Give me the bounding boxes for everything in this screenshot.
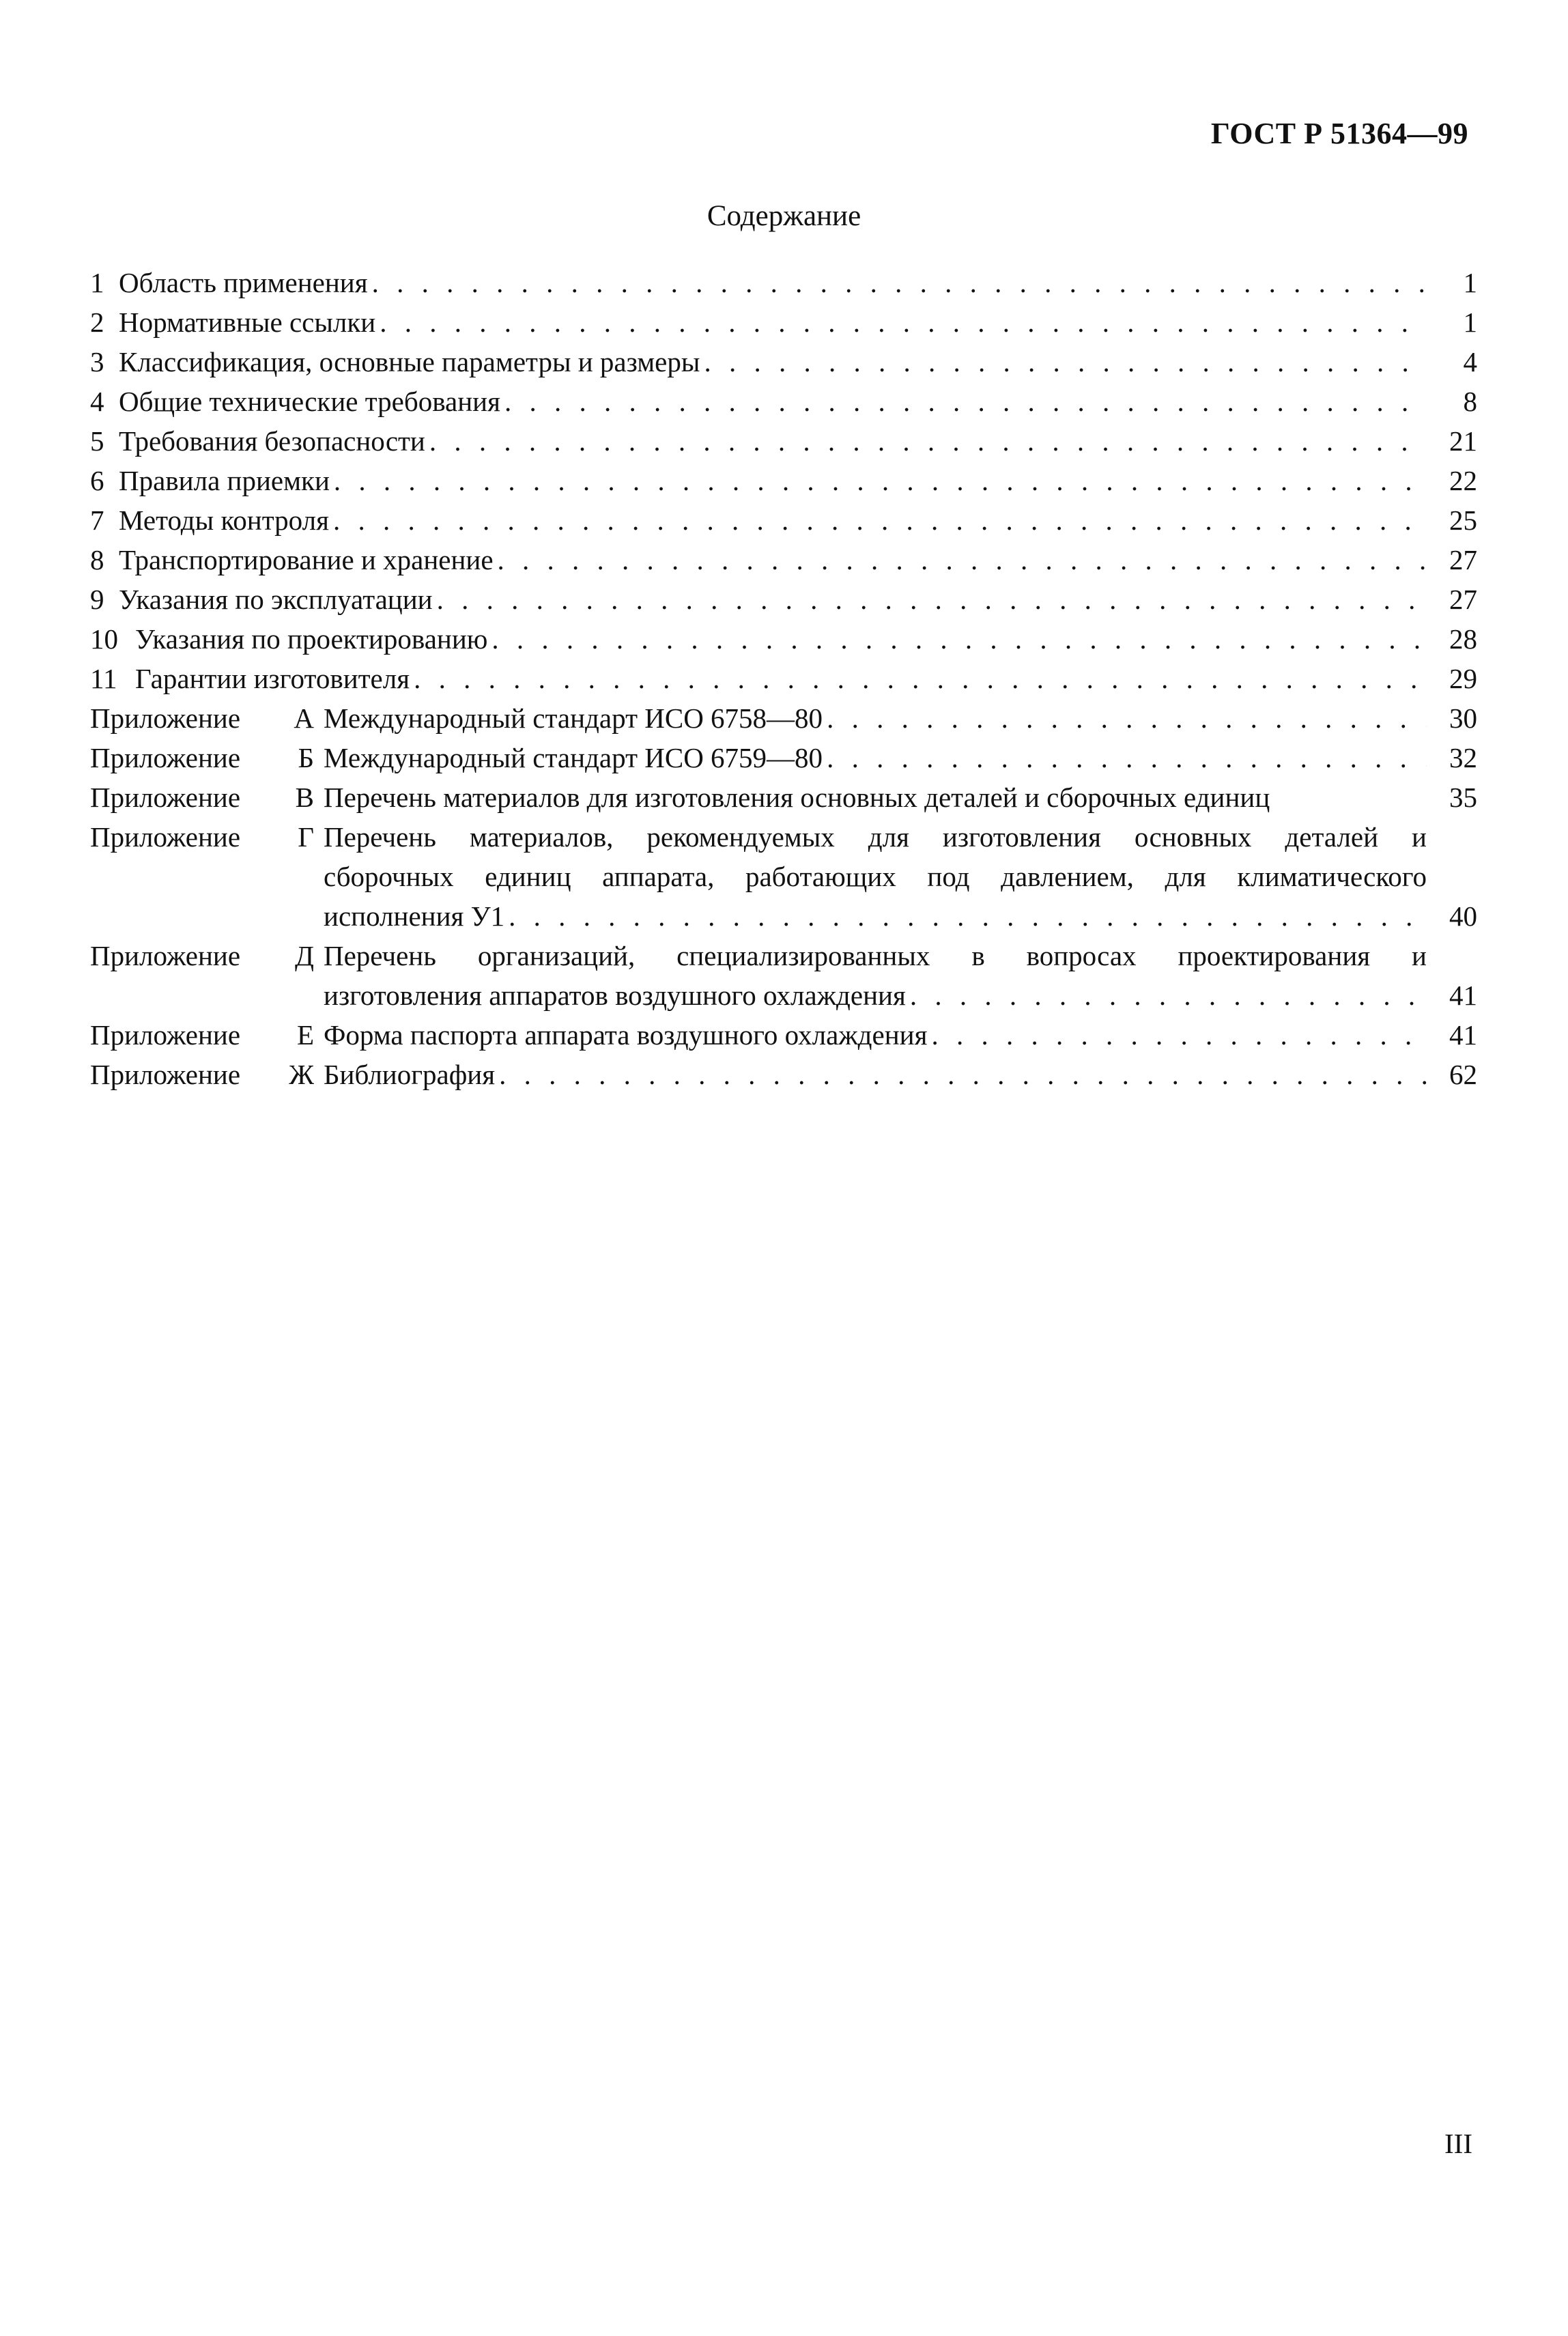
toc-entry-2[interactable] [90,302,1477,342]
table-of-contents [90,263,1477,1094]
appendix-title-line: Перечень материалов, рекомендуемых для изготовления основных деталей и [324,821,1427,853]
toc-entry-title: Транспортирование и хранение [119,544,494,575]
toc-appendix-v[interactable] [90,778,1477,817]
toc-appendix-zh[interactable] [90,1055,1477,1094]
appendix-word: Приложение [90,940,241,971]
leader-dots [509,896,1427,936]
appendix-letter: В [295,782,314,813]
appendix-label [90,738,324,778]
appendix-letter: А [294,702,314,734]
leader-dots [704,342,1427,382]
appendix-title: Библиография [324,1059,496,1090]
leader-dots [931,1015,1427,1055]
toc-appendix-d[interactable] [90,936,1477,1015]
appendix-page: 40 [1449,900,1477,932]
appendix-label [90,1015,324,1055]
leader-dots [827,738,1427,778]
toc-entry-title: Методы контроля [119,504,329,536]
toc-entry-page: 1 [1463,267,1477,298]
toc-entry-page: 29 [1449,663,1477,694]
toc-entry-title: Общие технические требования [119,386,500,417]
toc-entry-number: 11 [90,663,117,694]
leader-dots [498,540,1427,580]
appendix-word: Приложение [90,1019,241,1051]
toc-entry-number: 5 [90,425,104,457]
toc-entry-title: Гарантии изготовителя [135,663,410,694]
appendix-letter: Б [298,742,314,773]
appendix-letter: Е [296,1019,314,1051]
appendix-title-line: исполнения У1 [324,900,505,932]
leader-dots [380,302,1427,342]
appendix-word: Приложение [90,782,241,813]
toc-entry-4[interactable] [90,382,1477,421]
appendix-page: 62 [1449,1059,1477,1090]
leader-dots [504,382,1427,421]
leader-dots [414,659,1427,698]
toc-entry-number: 4 [90,386,104,417]
toc-entry-5[interactable] [90,421,1477,461]
toc-entry-page: 28 [1449,623,1477,655]
appendix-label [90,778,324,817]
toc-entry-title: Указания по эксплуатации [119,584,433,615]
toc-entry-page: 1 [1463,307,1477,338]
document-code: ГОСТ Р 51364—99 [1210,117,1468,150]
leader-dots [333,500,1427,540]
toc-entry-page: 21 [1449,425,1477,457]
toc-entry-number: 2 [90,307,104,338]
leader-dots [499,1055,1427,1094]
toc-entry-page: 8 [1463,386,1477,417]
appendix-page: 41 [1449,980,1477,1011]
page-number: III [1444,2128,1472,2159]
appendix-page: 41 [1449,1019,1477,1051]
appendix-word: Приложение [90,702,241,734]
appendix-label [90,817,324,857]
toc-entry-3[interactable] [90,342,1477,382]
toc-entry-page: 27 [1449,584,1477,615]
leader-dots [910,975,1427,1015]
toc-appendix-b[interactable] [90,738,1477,778]
toc-entry-page: 4 [1463,346,1477,378]
toc-entry-11[interactable] [90,659,1477,698]
toc-entry-number: 8 [90,544,104,575]
leader-dots [827,698,1427,738]
leader-dots [437,580,1427,619]
toc-entry-number: 6 [90,465,104,496]
toc-appendix-e[interactable] [90,1015,1477,1055]
toc-entry-title: Указания по проектированию [135,623,488,655]
toc-entry-title: Нормативные ссылки [119,307,376,338]
toc-entry-title: Классификация, основные параметры и размеры [119,346,700,378]
appendix-page: 30 [1449,702,1477,734]
appendix-title: Международный стандарт ИСО 6759—80 [324,742,823,773]
appendix-word: Приложение [90,1059,241,1090]
appendix-title: Международный стандарт ИСО 6758—80 [324,702,823,734]
leader-dots [429,421,1427,461]
toc-entry-1[interactable] [90,263,1477,302]
page-title: Содержание [707,200,861,232]
appendix-page: 32 [1449,742,1477,773]
appendix-title: Форма паспорта аппарата воздушного охлаждения [324,1019,928,1051]
toc-entry-6[interactable] [90,461,1477,500]
appendix-word: Приложение [90,821,241,853]
appendix-title-line: изготовления аппаратов воздушного охлаждения [324,980,906,1011]
toc-entry-title: Требования безопасности [119,425,425,457]
leader-dots [334,461,1427,500]
toc-entry-number: 1 [90,267,104,298]
appendix-page: 35 [1449,782,1477,813]
appendix-label [90,698,324,738]
toc-entry-number: 9 [90,584,104,615]
appendix-label [90,936,324,975]
toc-appendix-a[interactable] [90,698,1477,738]
leader-dots [372,263,1427,302]
toc-entry-number: 7 [90,504,104,536]
appendix-title-line: сборочных единиц аппарата, работающих под давлением, для климатического [324,861,1427,892]
appendix-word: Приложение [90,742,241,773]
leader-dots [491,619,1427,659]
toc-entry-9[interactable] [90,580,1477,619]
appendix-label [90,1055,324,1094]
toc-entry-title: Область применения [119,267,368,298]
toc-entry-7[interactable] [90,500,1477,540]
appendix-title-line: Перечень организаций, специализированных в вопросах проектирования и [324,940,1427,971]
toc-entry-10[interactable] [90,619,1477,659]
appendix-letter: Д [295,940,314,971]
toc-entry-page: 22 [1449,465,1477,496]
toc-entry-number: 10 [90,623,118,655]
toc-entry-8[interactable] [90,540,1477,580]
appendix-letter: Ж [289,1059,314,1090]
toc-entry-number: 3 [90,346,104,378]
toc-entry-title: Правила приемки [119,465,330,496]
toc-entry-page: 25 [1449,504,1477,536]
toc-entry-page: 27 [1449,544,1477,575]
appendix-title: Перечень материалов для изготовления основных деталей и сборочных единиц [324,782,1270,813]
appendix-letter: Г [298,821,314,853]
toc-appendix-g[interactable] [90,817,1477,936]
